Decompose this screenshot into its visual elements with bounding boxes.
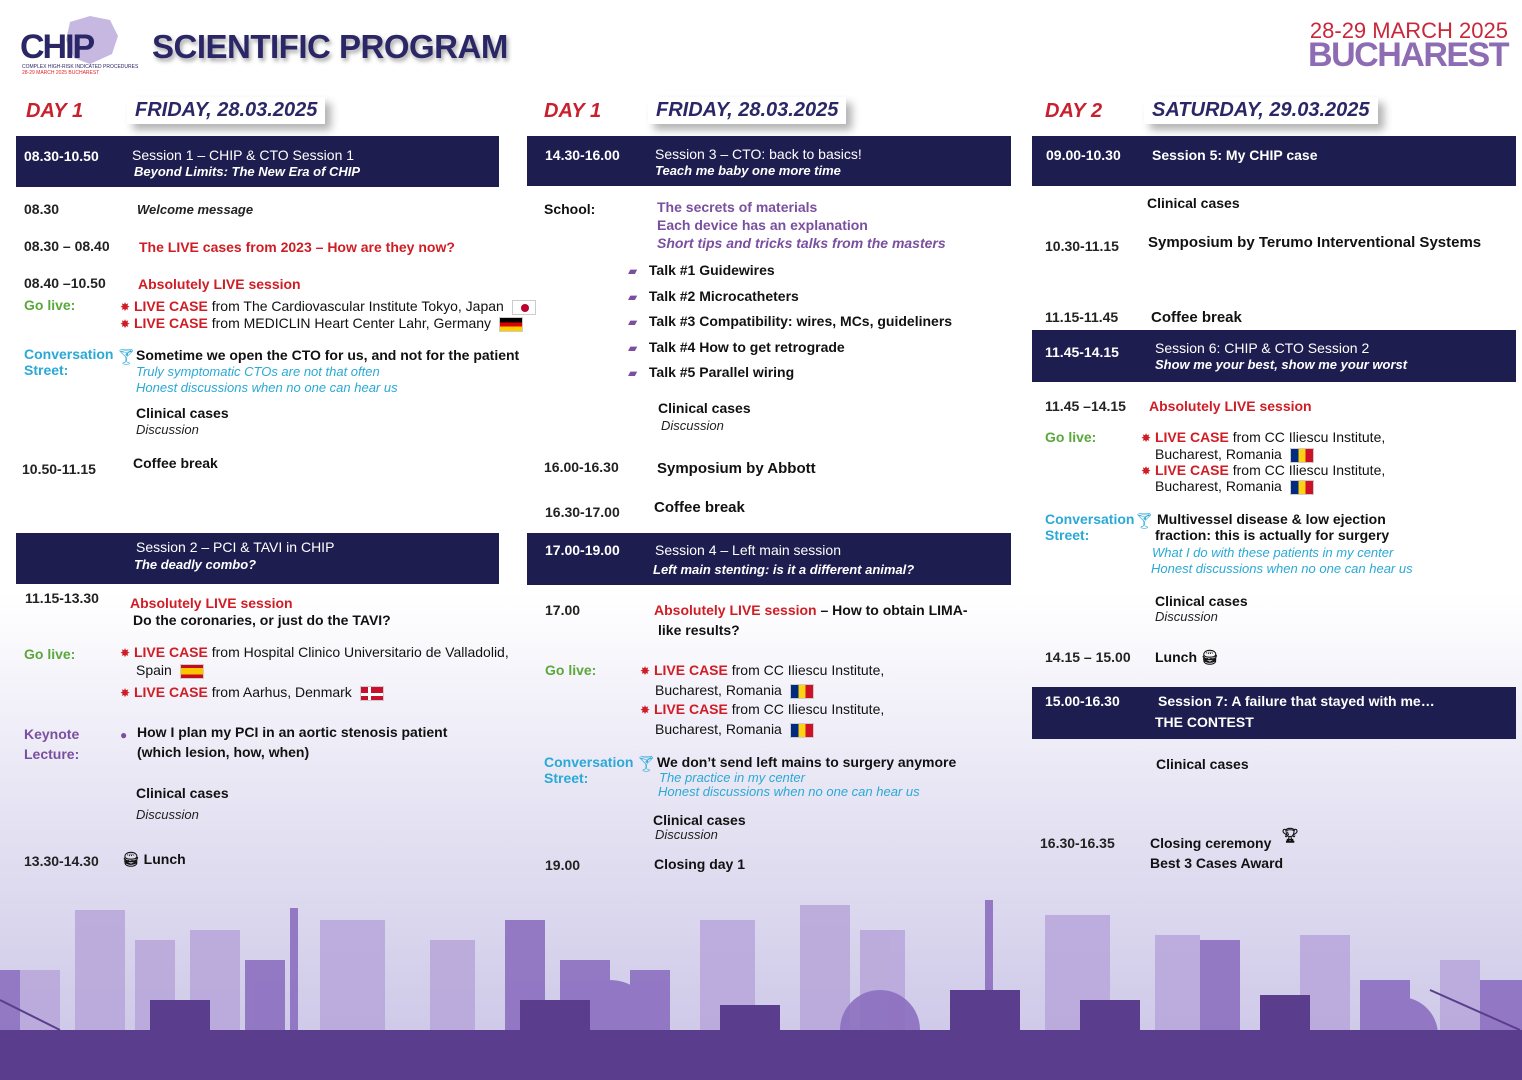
conversation-topic: Multivessel disease & low ejection <box>1157 511 1386 527</box>
session-title: Session 2 – PCI & TAVI in CHIP <box>136 539 335 555</box>
chip-logo <box>20 14 139 76</box>
clinical-cases: Clinical cases <box>136 785 229 801</box>
time: 17.00 <box>545 602 581 618</box>
live-case-country: Bucharest, Romania <box>1155 446 1314 463</box>
live-case-item: ✸ LIVE CASE from Aarhus, Denmark <box>120 684 384 701</box>
romania-flag-icon <box>790 723 814 738</box>
item-text: Absolutely LIVE session <box>1149 398 1312 414</box>
welcome-text: Welcome message <box>137 202 254 217</box>
conversation-sub: The practice in my center <box>659 770 805 785</box>
session-2-bar <box>16 533 499 584</box>
date-box: FRIDAY, 28.03.2025 <box>648 97 846 124</box>
talk-item: ▰ Talk #3 Compatibility: wires, MCs, guideliners <box>628 313 953 329</box>
live-case-item: ✸ LIVE CASE from Hospital Clinico Universitario de Valladolid, <box>120 644 509 660</box>
school-label: School: <box>544 201 596 217</box>
time: 08.40 –10.50 <box>24 275 106 291</box>
time: 13.30-14.30 <box>24 853 99 869</box>
conversation-topic: fraction: this is actually for surgery <box>1155 527 1390 543</box>
date-box: FRIDAY, 28.03.2025 <box>127 97 325 124</box>
live-icon: ✸ <box>120 317 131 331</box>
cocktail-icon: 🍸︎ <box>1134 513 1155 530</box>
conversation-sub: Honest discussions when no one can hear us <box>1151 561 1413 576</box>
session-title: Session 5: My CHIP case <box>1152 147 1318 163</box>
item-text: Absolutely LIVE session <box>138 276 301 292</box>
keynote-text: (which lesion, how, when) <box>137 744 310 760</box>
romania-flag-icon <box>1290 480 1314 495</box>
book-icon: ▰ <box>628 315 638 329</box>
closing-day: Closing day 1 <box>654 856 746 872</box>
time: 10.50-11.15 <box>22 461 96 477</box>
session-time: 15.00-16.30 <box>1045 693 1120 709</box>
conversation-sub: Honest discussions when no one can hear us <box>658 784 920 799</box>
live-case-item: ✸ LIVE CASE from CC Iliescu Institute, <box>1141 462 1386 478</box>
book-icon: ▰ <box>628 264 638 278</box>
page-title: SCIENTIFIC PROGRAM <box>152 28 508 65</box>
session-title: Session 7: A failure that stayed with me… <box>1158 693 1435 709</box>
discussion: Discussion <box>1155 609 1218 624</box>
conversation-topic: We don’t send left mains to surgery anymore <box>657 754 957 770</box>
go-live-label: Go live: <box>545 662 597 678</box>
event-date: 28-29 MARCH 2025 <box>1309 18 1508 43</box>
live-case-country: Bucharest, Romania <box>1155 478 1314 495</box>
conversation-sub: Truly symptomatic CTOs are not that often <box>136 364 380 379</box>
live-icon: ✸ <box>640 703 651 717</box>
lunch: Lunch 🍔︎ <box>1155 649 1219 665</box>
talk-item: ▰ Talk #5 Parallel wiring <box>628 364 795 380</box>
closing-ceremony: Closing ceremony 🏆︎ <box>1150 827 1300 851</box>
item-text: Absolutely LIVE session <box>130 595 293 611</box>
live-case-item: ✸ LIVE CASE from CC Iliescu Institute, <box>1141 429 1386 445</box>
cocktail-icon: 🍸︎ <box>636 756 657 773</box>
time: 08.30 – 08.40 <box>24 238 110 254</box>
conversation-label: Conversation Street: <box>24 346 114 378</box>
coffee-break: Coffee break <box>654 499 745 516</box>
item-text: like results? <box>658 622 740 638</box>
school-topics: The secrets of materials Each device has an explanation Short tips and tricks talks from the masters <box>657 199 946 251</box>
day-label: DAY 1 <box>26 100 84 122</box>
live-case-item: ✸ LIVE CASE from MEDICLIN Heart Center Lahr, Germany <box>120 315 523 332</box>
conversation-label: Conversation Street: <box>544 754 634 786</box>
spain-flag-icon <box>180 664 204 679</box>
conversation-sub: Honest discussions when no one can hear us <box>136 380 398 395</box>
talk-list <box>628 262 952 390</box>
clinical-cases: Clinical cases <box>658 400 751 416</box>
romania-flag-icon <box>790 684 814 699</box>
keynote-text: How I plan my PCI in an aortic stenosis patient <box>137 724 448 740</box>
session-subtitle: The deadly combo? <box>134 557 257 572</box>
discussion: Discussion <box>136 422 199 437</box>
live-case-country: Bucharest, Romania <box>655 721 814 738</box>
session-title: Session 4 – Left main session <box>655 542 841 558</box>
time: 16.30-17.00 <box>545 504 620 520</box>
live-icon: ✸ <box>1141 464 1152 478</box>
symposium: Symposium by Terumo Interventional Systems <box>1148 234 1482 251</box>
session-time: 11.45-14.15 <box>1045 344 1119 360</box>
live-case-item: ✸ LIVE CASE from CC Iliescu Institute, <box>640 701 885 717</box>
time: 11.15-13.30 <box>25 590 99 606</box>
session-subtitle: Left main stenting: is it a different animal? <box>653 562 915 577</box>
time: 16.00-16.30 <box>544 459 619 475</box>
trophy-icon: 🏆︎ <box>1281 827 1300 843</box>
day-label: DAY 1 <box>544 100 602 122</box>
live-icon: ✸ <box>1141 431 1152 445</box>
conversation-topic: Sometime we open the CTO for us, and not for the patient <box>136 347 520 363</box>
logo-text: CHIP <box>20 28 94 66</box>
conversation-sub: What I do with these patients in my center <box>1152 545 1394 560</box>
award: Best 3 Cases Award <box>1150 855 1284 871</box>
romania-flag-icon <box>1290 448 1314 463</box>
event-city: BUCHAREST <box>1308 36 1508 74</box>
session-subtitle: Show me your best, show me your worst <box>1155 357 1408 372</box>
time: 11.15-11.45 <box>1045 309 1119 325</box>
logo-date: 28-29 MARCH 2025 BUCHAREST <box>22 70 100 76</box>
live-icon: ✸ <box>120 300 131 314</box>
session-time: 08.30-10.50 <box>24 148 99 164</box>
go-live-label: Go live: <box>24 646 76 662</box>
date-box: SATURDAY, 29.03.2025 <box>1144 97 1378 124</box>
city-skyline-illustration <box>0 880 1522 1080</box>
denmark-flag-icon <box>360 686 384 701</box>
time: 11.45 –14.15 <box>1045 398 1126 414</box>
cocktail-icon: 🍸︎ <box>116 349 137 366</box>
book-icon: ▰ <box>628 366 638 380</box>
time: 10.30-11.15 <box>1045 238 1119 254</box>
item-text: The LIVE cases from 2023 – How are they now? <box>139 239 455 255</box>
clinical-cases: Clinical cases <box>136 405 229 421</box>
live-case-country: Bucharest, Romania <box>655 682 814 699</box>
live-icon: ✸ <box>120 646 131 660</box>
clinical-cases: Clinical cases <box>653 812 746 828</box>
time: 16.30-16.35 <box>1040 835 1115 851</box>
session-7-bar <box>1032 687 1516 739</box>
keynote-label: Keynote Lecture: <box>24 726 80 762</box>
book-icon: ▰ <box>628 340 638 355</box>
symposium: Symposium by Abbott <box>657 460 816 477</box>
japan-flag-icon <box>512 300 536 315</box>
clinical-cases: Clinical cases <box>1155 593 1248 609</box>
coffee-break: Coffee break <box>1151 309 1242 326</box>
session-subtitle: Teach me baby one more time <box>655 163 841 178</box>
clinical-cases: Clinical cases <box>1147 195 1240 211</box>
live-case-item: ✸ LIVE CASE from The Cardiovascular Institute Tokyo, Japan <box>120 298 536 315</box>
session-title: Session 3 – CTO: back to basics! <box>655 146 862 162</box>
germany-flag-icon <box>499 317 523 332</box>
session-6-bar <box>1032 330 1516 382</box>
day-label: DAY 2 <box>1045 100 1103 122</box>
session-subtitle: THE CONTEST <box>1155 714 1254 730</box>
live-case-country: Spain <box>136 662 204 679</box>
logo-subtitle: COMPLEX HIGH-RISK INDICATED PROCEDURES <box>22 64 139 70</box>
session-time: 09.00-10.30 <box>1046 147 1121 163</box>
session-time: 14.30-16.00 <box>545 147 620 163</box>
go-live-label: Go live: <box>1045 429 1097 445</box>
conversation-label: Conversation Street: <box>1045 511 1135 543</box>
burger-icon: 🍔︎ <box>122 851 140 867</box>
item-text: Do the coronaries, or just do the TAVI? <box>133 612 391 628</box>
talk-item: ▰ Talk #2 Microcatheters <box>628 287 799 304</box>
time: 19.00 <box>545 857 581 873</box>
session-title: Session 1 – CHIP & CTO Session 1 <box>132 147 355 163</box>
coffee-break: Coffee break <box>133 455 218 471</box>
session-3-bar <box>527 136 1011 186</box>
discussion: Discussion <box>655 827 718 842</box>
talk-item: ▰ Talk #4 How to get retrograde <box>628 338 845 355</box>
book-icon: ▰ <box>628 289 638 304</box>
time: 14.15 – 15.00 <box>1045 649 1131 665</box>
session-4-bar <box>527 533 1011 585</box>
item-text: Absolutely LIVE session – How to obtain LIMA- <box>654 602 968 618</box>
lunch: 🍔︎ Lunch <box>122 851 186 867</box>
go-live-label: Go live: <box>24 297 76 313</box>
clinical-cases: Clinical cases <box>1156 756 1249 772</box>
time: 08.30 <box>24 201 60 217</box>
session-title: Session 6: CHIP & CTO Session 2 <box>1155 340 1370 356</box>
live-icon: ✸ <box>120 686 131 700</box>
discussion: Discussion <box>661 418 724 433</box>
session-1-bar <box>16 136 499 187</box>
live-case-item: ✸ LIVE CASE from CC Iliescu Institute, <box>640 662 885 678</box>
session-subtitle: Beyond Limits: The New Era of CHIP <box>134 164 361 179</box>
talk-item: ▰ Talk #1 Guidewires <box>628 262 775 278</box>
burger-icon: 🍔︎ <box>1200 649 1219 665</box>
live-icon: ✸ <box>640 664 651 678</box>
session-5-bar <box>1032 136 1516 186</box>
discussion: Discussion <box>136 807 199 822</box>
session-time: 17.00-19.00 <box>545 542 620 558</box>
keynote-icon: ● <box>120 728 128 742</box>
